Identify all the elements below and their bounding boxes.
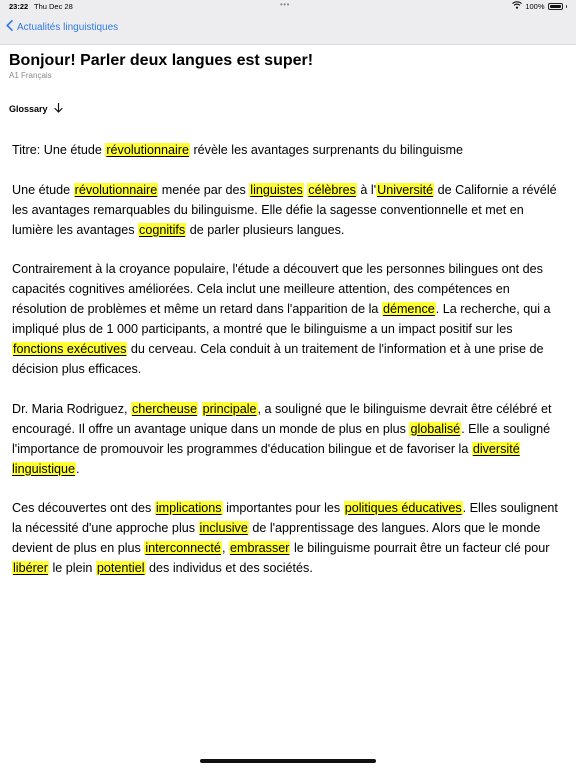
article-text: Dr. Maria Rodriguez, [12,401,131,416]
battery-icon [548,3,563,10]
status-date: Thu Dec 28 [34,2,73,11]
glossary-term[interactable]: embrasser [229,541,290,555]
article-text: menée par des [158,182,250,197]
top-bar [0,0,576,45]
glossary-term[interactable]: diversité linguistique [12,441,520,476]
article-paragraph [12,399,564,479]
article-text: , a souligné que le bilinguisme devrait être célébré et encouragé. Il offre un avantage unique dans un monde de plus en plus [12,401,552,436]
article-text: Une étude [12,182,74,197]
glossary-term[interactable]: démence [382,302,435,316]
article-text: Titre: Une étude [12,143,106,157]
back-button-label: Actualités linguistiques [17,21,119,33]
glossary-term[interactable]: révolutionnaire [74,182,158,197]
back-button[interactable] [6,20,118,34]
article-text: de l'apprentissage des langues. Alors que le monde devient de plus en plus [12,521,541,555]
article-text: révèle les avantages surprenants du bilinguisme [189,143,463,157]
glossary-term[interactable]: Université [377,182,434,197]
article-paragraph [12,180,564,240]
glossary-term[interactable]: globalisé [410,421,461,436]
status-indicators [512,1,567,11]
glossary-term[interactable]: politiques éducatives [344,501,462,515]
article-text: de Californie a révélé les avantages remarquables du bilinguisme. Elle défie la sagesse conventionnelle et met en lumière les avantages [12,182,557,237]
wifi-icon [512,1,522,11]
home-indicator[interactable] [200,759,376,763]
article-text: . La recherche, qui a impliqué plus de 1 000 participants, a montré que le bilinguisme a un impact positif sur les [12,302,551,336]
article-paragraph [12,140,564,160]
glossary-term[interactable]: interconnecté [145,541,221,555]
level-subtitle: A1 Français [9,71,52,80]
glossary-term[interactable]: potentiel [96,561,145,575]
status-time: 23:22 [9,2,29,11]
article-text: de parler plusieurs langues. [186,222,345,237]
glossary-term[interactable]: cognitifs [139,222,186,237]
article-text: . [76,461,80,476]
arrow-down-icon [54,103,63,115]
article-text: le plein [49,561,96,575]
article-text: importantes pour les [222,501,344,515]
glossary-term[interactable]: inclusive [199,521,248,535]
chevron-left-icon [6,20,13,34]
article-text: Contrairement à la croyance populaire, l'étude a découvert que les personnes bilingues ont des capacités cognitives améliorées. Cela inclut une meilleure attention, des compétences en résolution de problèmes et même un retard dans l'apparition de la [12,262,543,316]
glossary-term[interactable]: célèbres [308,182,356,197]
glossary-term[interactable]: révolutionnaire [106,143,189,157]
glossary-label: Glossary [9,104,48,114]
article-text: Ces découvertes ont des [12,501,155,515]
battery-tip [566,5,568,8]
glossary-term[interactable]: linguistes [250,182,303,197]
article-text: du cerveau. Cela conduit à un traitement de l'information et à une prise de décision plus efficaces. [12,342,544,376]
page-title: Bonjour! Parler deux langues est super! [9,52,314,69]
article-paragraph [12,498,564,578]
article-text: à l' [356,182,377,197]
glossary-term[interactable]: fonctions exécutives [13,342,127,356]
article-text: . Elles soulignent la nécessité d'une approche plus [12,501,558,535]
glossary-term[interactable]: principale [202,401,257,416]
article-text: . Elle a souligné l'importance de promouvoir les programmes d'éducation bilingue et de favoriser la [12,421,551,456]
article-text: , [221,541,229,555]
glossary-term[interactable]: libérer [13,561,48,575]
battery-percent: 100% [525,1,545,11]
article-paragraph [12,259,564,379]
article-text: le bilinguisme pourrait être un facteur clé pour [290,541,550,555]
article-body [12,140,564,598]
multitasking-dots[interactable]: ••• [280,0,290,9]
glossary-term[interactable]: implications [155,501,222,515]
glossary-button[interactable] [9,103,63,115]
article-text: des individus et des sociétés. [145,561,313,575]
glossary-term[interactable]: chercheuse [131,401,198,416]
